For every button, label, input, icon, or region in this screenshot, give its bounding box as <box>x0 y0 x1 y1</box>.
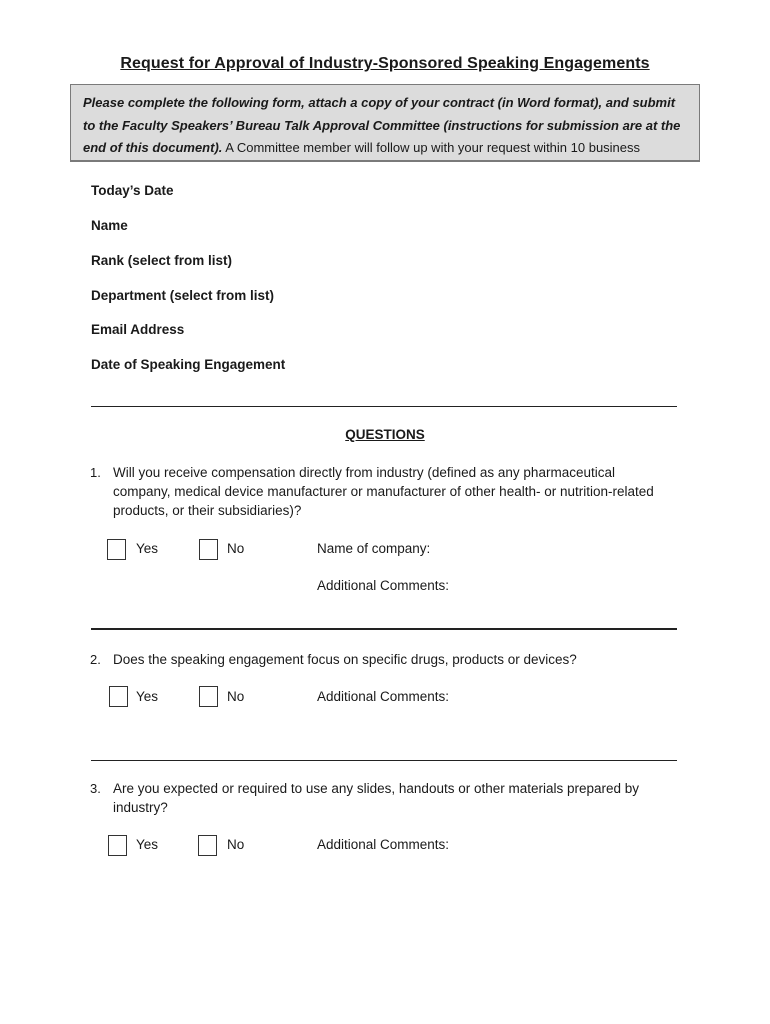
question-3-yes-checkbox[interactable] <box>108 835 127 856</box>
question-1-yes-checkbox[interactable] <box>107 539 126 560</box>
question-2-no-label: No <box>227 689 245 704</box>
questions-heading: QUESTIONS <box>345 427 425 442</box>
question-3-comments-label: Additional Comments: <box>317 837 450 852</box>
instructions-box <box>70 84 700 162</box>
question-1-company-label: Name of company: <box>317 541 431 556</box>
question-2-divider <box>91 760 677 761</box>
name-label: Name <box>91 218 128 233</box>
question-1-number: 1. <box>90 465 101 480</box>
todays-date-label: Today’s Date <box>91 183 174 198</box>
question-1-no-checkbox[interactable] <box>199 539 218 560</box>
question-3-text: Are you expected or required to use any slides, handouts or other materials prepared by industry? <box>113 781 640 815</box>
question-2-yes-checkbox[interactable] <box>109 686 128 707</box>
question-1-yes-label: Yes <box>136 541 159 556</box>
question-2-yes-label: Yes <box>136 689 159 704</box>
question-3-no-label: No <box>227 837 245 852</box>
instructions-emphasis: Please complete the following form, attach a copy of your contract (in Word format), and submit to the Faculty Speakers’ Bureau Talk Approval Committee (instructions for submission are at the end of this document). <box>83 95 681 155</box>
form-title: Request for Approval of Industry-Sponsored Speaking Engagements <box>120 55 650 72</box>
question-2-number: 2. <box>90 652 101 667</box>
section-divider <box>91 406 677 407</box>
question-3-yes-label: Yes <box>136 837 159 852</box>
engagement-date-label: Date of Speaking Engagement <box>91 357 286 372</box>
question-1-divider <box>91 628 677 630</box>
instructions-followup: A Committee member will follow up with your request within 10 business <box>222 140 641 155</box>
question-1-comments-label: Additional Comments: <box>317 578 450 593</box>
question-2-text: Does the speaking engagement focus on specific drugs, products or devices? <box>113 652 577 667</box>
question-1-text: Will you receive compensation directly from industry (defined as any pharmaceutical company, medical device manufacturer or manufacturer of other health- or nutrition-related products, or their subsidiaries)? <box>113 465 654 518</box>
email-label: Email Address <box>91 322 185 337</box>
rank-label: Rank (select from list) <box>91 253 233 268</box>
question-3-no-checkbox[interactable] <box>198 835 217 856</box>
department-label: Department (select from list) <box>91 288 275 303</box>
question-1-no-label: No <box>227 541 245 556</box>
question-2-comments-label: Additional Comments: <box>317 689 450 704</box>
question-3-number: 3. <box>90 781 101 796</box>
question-2-no-checkbox[interactable] <box>199 686 218 707</box>
